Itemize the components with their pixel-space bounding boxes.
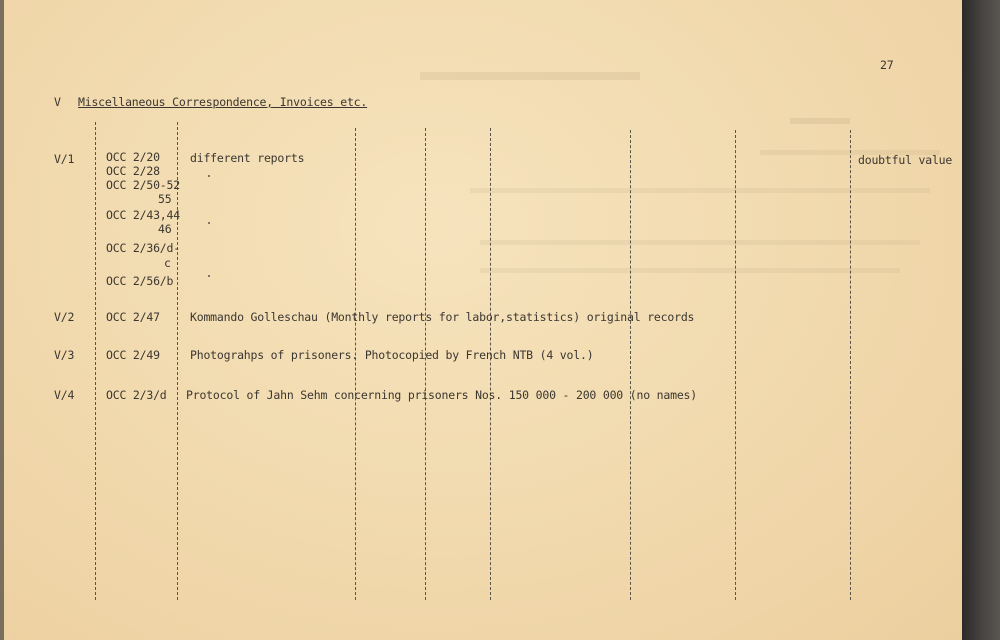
row-description: Photograhps of prisoners. Photocopied by French NTB (4 vol.) bbox=[190, 348, 594, 362]
row-remark: doubtful value bbox=[858, 153, 953, 167]
row-id: V/1 bbox=[54, 152, 75, 166]
column-rule bbox=[425, 128, 426, 600]
row-description: different reports bbox=[190, 151, 305, 165]
stray-dot bbox=[208, 175, 210, 177]
row-reference: OCC 2/43,44 bbox=[106, 208, 180, 222]
page-left-edge bbox=[0, 0, 4, 640]
row-reference: OCC 2/56/b bbox=[106, 274, 174, 288]
section-numeral: V bbox=[54, 95, 61, 109]
bleed-through-shadow bbox=[420, 72, 640, 80]
row-id: V/2 bbox=[54, 310, 75, 324]
column-rule bbox=[735, 130, 736, 600]
column-rule bbox=[177, 122, 178, 600]
row-id: V/3 bbox=[54, 348, 75, 362]
row-reference: OCC 2/49 bbox=[106, 348, 160, 362]
row-reference: 46 bbox=[158, 222, 172, 236]
column-rule bbox=[355, 128, 356, 600]
page-binding-shadow bbox=[962, 0, 1000, 640]
stray-dot bbox=[208, 275, 210, 277]
row-id: V/4 bbox=[54, 388, 75, 402]
column-rule bbox=[630, 130, 631, 600]
bleed-through-shadow bbox=[470, 188, 930, 193]
row-reference: OCC 2/3/d bbox=[106, 388, 167, 402]
section-title: Miscellaneous Correspondence, Invoices etc. bbox=[78, 95, 368, 109]
row-reference: 55 bbox=[158, 192, 172, 206]
row-reference: c bbox=[164, 256, 171, 270]
bleed-through-shadow bbox=[480, 268, 900, 273]
page-number: 27 bbox=[880, 58, 894, 72]
row-description: Protocol of Jahn Sehm concerning prisoners Nos. 150 000 - 200 000 (no names) bbox=[186, 388, 697, 402]
bleed-through-shadow bbox=[480, 240, 920, 245]
row-description: Kommando Golleschau (Monthly reports for labor,statistics) original records bbox=[190, 310, 695, 324]
column-rule bbox=[490, 128, 491, 600]
column-rule bbox=[850, 130, 851, 600]
row-reference: OCC 2/50-52 bbox=[106, 178, 180, 192]
bleed-through-shadow bbox=[790, 118, 850, 124]
column-rule bbox=[95, 122, 96, 600]
row-reference: OCC 2/47 bbox=[106, 310, 160, 324]
stray-dot bbox=[208, 222, 210, 224]
row-reference: OCC 2/36/d- bbox=[106, 241, 180, 255]
row-reference: OCC 2/20 bbox=[106, 150, 160, 164]
row-reference: OCC 2/28 bbox=[106, 164, 160, 178]
